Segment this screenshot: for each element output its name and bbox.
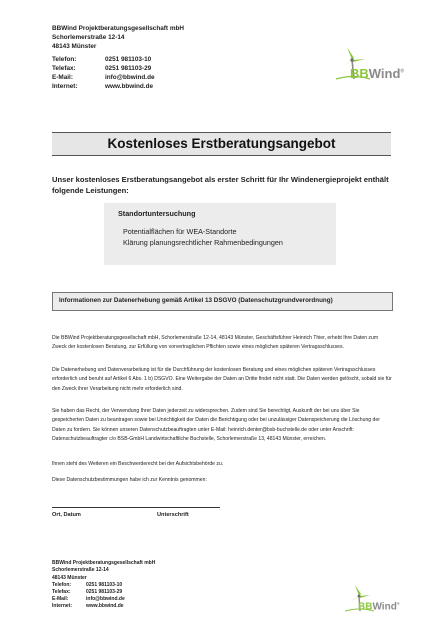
footer-phone-label: Telefon: bbox=[52, 582, 72, 588]
footer-fax-label: Telefax: bbox=[52, 589, 71, 595]
header-street: Schorlemerstraße 12-14 bbox=[52, 34, 125, 41]
signature-place-date-label: Ort, Datum bbox=[52, 512, 81, 518]
offer-heading: Standortuntersuchung bbox=[118, 209, 196, 218]
signature-line[interactable] bbox=[52, 507, 220, 508]
data-protection-title: Informationen zur Datenerhebung gemäß Artikel 13 DSGVO (Datenschutzgrundverordnung) bbox=[59, 297, 333, 304]
footer-company-name: BBWind Projektberatungsgesellschaft mbH bbox=[52, 560, 156, 566]
footer-phone bbox=[52, 582, 122, 588]
header-phone-value: 0251 981103-10 bbox=[105, 56, 152, 63]
footer-bbwind-logo bbox=[340, 584, 410, 614]
footer-email bbox=[52, 596, 125, 602]
header-email-label: E-Mail: bbox=[52, 74, 73, 81]
offer-item: Potentialflächen für WEA-Standorte bbox=[123, 227, 237, 236]
offer-item: Klärung planungsrechtlicher Rahmenbedingungen bbox=[123, 238, 283, 247]
logo-bb-text: BB bbox=[350, 66, 369, 81]
header-email-value[interactable]: info@bbwind.de bbox=[105, 74, 155, 81]
footer-fax bbox=[52, 589, 122, 595]
data-protection-paragraph: Die BBWind Projektberatungsgesellschaft mbH, Schorlemerstraße 12-14, 48143 Münster, Geschäftsführer Heinrich Thier, erhebt Ihre Daten zum Zweck der kostenlosen Beratung, zur Erfüllung von vorvertraglichen Pflichten sowie eines möglichen späteren Vertragsschlusses. bbox=[52, 335, 379, 351]
footer-logo-registered-mark: ® bbox=[396, 601, 400, 606]
logo-registered-mark: ® bbox=[400, 68, 405, 75]
data-protection-paragraph: Sie haben das Recht, der Verwendung Ihrer Daten jederzeit zu widersprechen. Zudem sind Sie berechtigt, Auskunft der bei uns über Sie gespeicherten Daten zu beantragen sowie bei Unrichtigkeit der Daten die Berichtigung oder bei unzulässiger Datenspeicherung die Löschung der Daten zu fordern. Sie können unseren Datenschutzbeauftragten unter E-Mail: heinrich.denter@bsb-buchstelle.de oder unter Anschrift: Datenschutzbeauftragter c/o BSB-GmbH Landwirtschaftliche Buchstelle, Schorlemerstraße 13, 48143 Münster, erreichen. bbox=[52, 408, 380, 442]
footer-internet-label: Internet: bbox=[52, 603, 72, 609]
footer-email-label: E-Mail: bbox=[52, 596, 69, 602]
page-title: Kostenloses Erstberatungsangebot bbox=[107, 136, 336, 151]
header-city: 48143 Münster bbox=[52, 43, 97, 50]
data-protection-paragraph: Ihnen steht des Weiteren ein Beschwerderecht bei der Aufsichtsbehörde zu. bbox=[52, 461, 224, 467]
header-fax-label: Telefax: bbox=[52, 65, 76, 72]
header-phone-label: Telefon: bbox=[52, 56, 77, 63]
data-protection-paragraph: Diese Datenschutzbestimmungen habe ich zur Kenntnis genommen: bbox=[52, 477, 207, 483]
footer-logo-bb-text: BB bbox=[358, 601, 373, 613]
header-internet bbox=[52, 83, 153, 90]
header-phone bbox=[52, 56, 151, 63]
header-internet-label: Internet: bbox=[52, 83, 78, 90]
intro-text: Unser kostenloses Erstberatungsangebot als erster Schritt für Ihr Windenergieprojekt enthält folgende Leistungen: bbox=[52, 175, 389, 195]
footer-logo-wind-text: Wind bbox=[372, 601, 397, 613]
offer-box bbox=[104, 203, 336, 265]
footer-street: Schorlemerstraße 12-14 bbox=[52, 567, 109, 573]
header-internet-value[interactable]: www.bbwind.de bbox=[105, 83, 154, 90]
footer-email-value[interactable]: info@bbwind.de bbox=[86, 596, 125, 602]
bbwind-logo bbox=[330, 46, 410, 82]
header-email bbox=[52, 74, 155, 81]
footer-logo-wordmark bbox=[358, 601, 400, 612]
signature-label: Unterschrift bbox=[157, 512, 189, 518]
footer-internet-value[interactable]: www.bbwind.de bbox=[86, 603, 124, 609]
header-fax bbox=[52, 65, 151, 72]
footer-phone-value: 0251 981103-10 bbox=[86, 582, 123, 588]
data-protection-paragraph: Die Datenerhebung und Datenverarbeitung ist für die Durchführung der kostenlosen Beratung und eines möglichen späteren Vertragsschlusses erforderlich und beruht auf Artikel 6 Abs. 1 b) DSGVO. Eine Weitergabe der Daten an Dritte findet nicht statt. Die Daten werden gelöscht, sobald sie für den Zweck ihrer Verarbeitung nicht mehr erforderlich sind. bbox=[52, 367, 392, 392]
footer-fax-value: 0251 981103-29 bbox=[86, 589, 123, 595]
title-bar bbox=[52, 132, 391, 156]
data-protection-heading-box bbox=[52, 292, 393, 311]
footer-internet bbox=[52, 603, 124, 609]
logo-wordmark bbox=[350, 66, 404, 81]
header-company-name: BBWind Projektberatungsgesellschaft mbH bbox=[52, 25, 185, 32]
header-fax-value: 0251 981103-29 bbox=[105, 65, 152, 72]
footer-city: 48143 Münster bbox=[52, 575, 87, 581]
logo-wind-text: Wind bbox=[368, 66, 401, 81]
